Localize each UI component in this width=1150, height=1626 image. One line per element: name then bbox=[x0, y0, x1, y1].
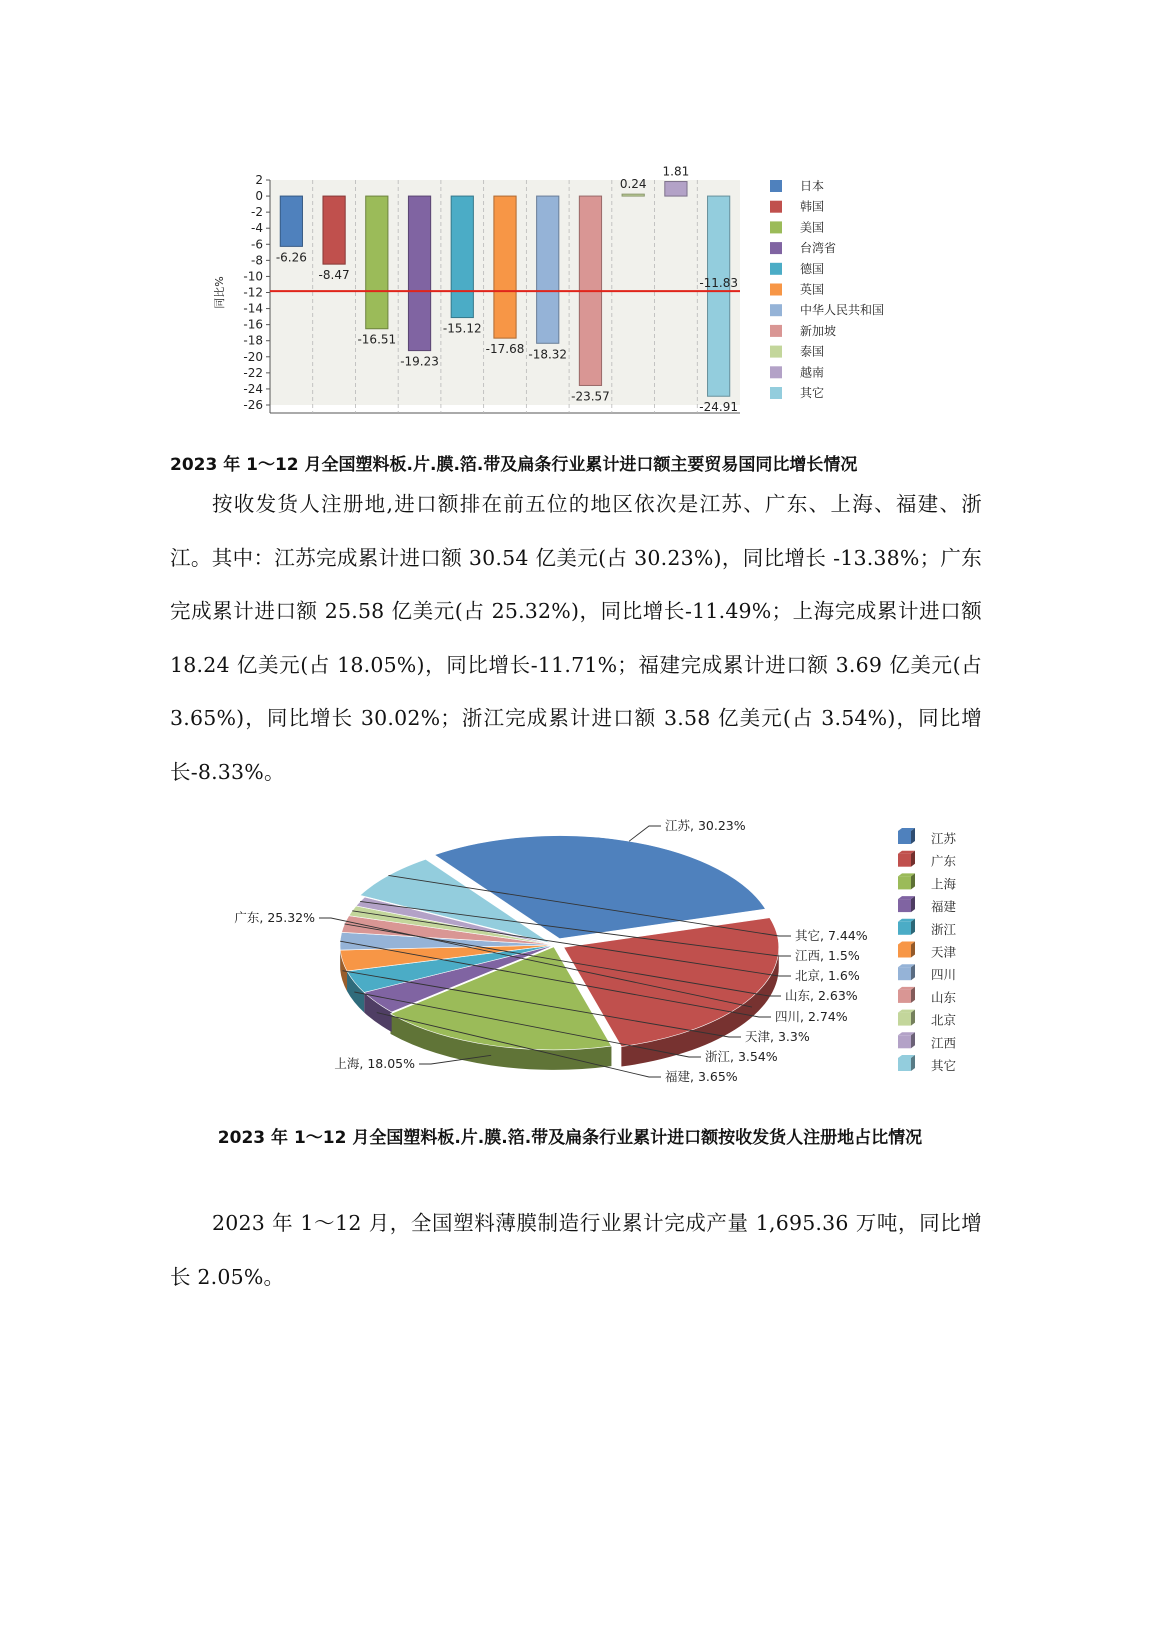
bar-data-label: -23.57 bbox=[571, 389, 610, 404]
legend-swatch bbox=[770, 263, 782, 275]
y-tick-label: -22 bbox=[243, 365, 263, 380]
paragraph-import-regions: 按收发货人注册地,进口额排在前五位的地区依次是江苏、广东、上海、福建、浙江。其中：江苏完成累计进口额 30.54 亿美元(占 30.23%)，同比增长 -13.38%；广东完成累计进口额 25.58 亿美元(占 25.32%)，同比增长-11.49%；上海完成累计进口额 18.24 亿美元(占 18.05%)，同比增长-11.71%；福建完成累计进口额 3.69 亿美元(占 3.65%)，同比增长 30.02%；浙江完成累计进口额 3.58 亿美元(占 3.54%)，同比增长-8.33%。 bbox=[170, 492, 982, 784]
y-tick-label: -14 bbox=[243, 301, 263, 316]
y-tick-label: -6 bbox=[251, 237, 263, 252]
y-tick-label: -18 bbox=[243, 333, 263, 348]
legend-swatch bbox=[770, 221, 782, 233]
legend-swatch bbox=[898, 899, 911, 912]
bar bbox=[323, 196, 345, 264]
bar-chart-caption: 2023 年 1～12 月全国塑料板.片.膜.箔.带及扁条行业累计进口额主要贸易国同比增长情况 bbox=[170, 455, 858, 475]
pie-data-label: 北京, 1.6% bbox=[795, 968, 860, 983]
pie-data-label: 天津, 3.3% bbox=[745, 1029, 810, 1044]
bar bbox=[408, 196, 430, 351]
legend-swatch bbox=[770, 325, 782, 337]
bar bbox=[665, 182, 687, 197]
legend-swatch bbox=[898, 854, 911, 867]
legend-swatch bbox=[770, 201, 782, 213]
legend-swatch bbox=[898, 831, 911, 844]
pie-leader-line bbox=[629, 826, 661, 841]
legend-label: 越南 bbox=[800, 365, 825, 380]
pie-data-label: 浙江, 3.54% bbox=[705, 1049, 778, 1064]
legend-label: 韩国 bbox=[800, 199, 825, 214]
legend-label: 上海 bbox=[931, 876, 957, 892]
legend-label: 德国 bbox=[800, 261, 825, 276]
legend-swatch bbox=[898, 1058, 911, 1071]
legend-label: 美国 bbox=[800, 220, 825, 235]
legend-label: 台湾省 bbox=[800, 241, 837, 256]
y-tick-label: -26 bbox=[243, 398, 263, 412]
pie-data-label: 江西, 1.5% bbox=[795, 948, 860, 963]
y-tick-label: -16 bbox=[243, 317, 263, 332]
legend-swatch bbox=[898, 922, 911, 935]
bar-data-label: -18.32 bbox=[528, 347, 568, 362]
legend-swatch bbox=[898, 876, 911, 889]
bar-data-label: 0.24 bbox=[619, 177, 647, 192]
legend-swatch bbox=[898, 1035, 911, 1048]
y-tick-label: -12 bbox=[243, 285, 263, 300]
pie-data-label: 山东, 2.63% bbox=[785, 988, 858, 1003]
legend-swatch bbox=[770, 284, 782, 296]
legend-swatch bbox=[898, 1013, 911, 1026]
bar-data-label: 1.81 bbox=[662, 164, 690, 179]
legend-label: 四川 bbox=[931, 967, 957, 983]
y-axis-label: 同比% bbox=[213, 276, 226, 309]
bar-chart bbox=[210, 160, 910, 420]
bar bbox=[451, 196, 473, 317]
legend-label: 其它 bbox=[931, 1058, 957, 1073]
y-tick-label: 0 bbox=[255, 189, 263, 204]
legend-swatch bbox=[898, 967, 911, 980]
legend-label: 福建 bbox=[931, 899, 957, 915]
bar-data-label: -24.91 bbox=[699, 400, 738, 415]
legend-label: 日本 bbox=[800, 179, 825, 193]
bar bbox=[494, 196, 516, 338]
bar-data-label: -17.68 bbox=[485, 342, 525, 357]
y-tick-label: 2 bbox=[255, 173, 263, 187]
legend-label: 英国 bbox=[800, 282, 825, 297]
legend-label: 浙江 bbox=[931, 921, 957, 937]
legend-label: 北京 bbox=[931, 1012, 957, 1028]
y-tick-label: -10 bbox=[243, 269, 263, 284]
legend-label: 中华人民共和国 bbox=[800, 303, 885, 318]
pie-chart bbox=[210, 810, 980, 1100]
pie-data-label: 福建, 3.65% bbox=[665, 1069, 738, 1084]
legend-swatch bbox=[770, 304, 782, 316]
pie-chart-caption: 2023 年 1～12 月全国塑料板.片.膜.箔.带及扁条行业累计进口额按收发货人注册地占比情况 bbox=[217, 1128, 923, 1148]
bar-data-label: -6.26 bbox=[275, 250, 307, 265]
pie-data-label: 广东, 25.32% bbox=[234, 910, 315, 925]
legend-label: 其它 bbox=[800, 386, 825, 400]
bar bbox=[280, 196, 302, 246]
y-tick-label: -24 bbox=[243, 381, 263, 396]
bar-data-label: -15.12 bbox=[442, 321, 482, 336]
bar bbox=[537, 196, 559, 343]
pie-data-label: 其它, 7.44% bbox=[795, 928, 868, 943]
legend-swatch bbox=[898, 990, 911, 1003]
y-tick-label: -2 bbox=[251, 205, 263, 220]
pie-data-label: 上海, 18.05% bbox=[334, 1056, 415, 1071]
bar-data-label: -8.47 bbox=[318, 268, 350, 283]
pie-data-label: 江苏, 30.23% bbox=[665, 818, 746, 833]
paragraph-film-output: 2023 年 1～12 月，全国塑料薄膜制造行业累计完成产量 1,695.36 万吨，同比增长 2.05%。 bbox=[170, 1211, 982, 1289]
bar bbox=[708, 196, 730, 396]
legend-label: 新加坡 bbox=[800, 323, 837, 338]
legend-swatch bbox=[770, 387, 782, 399]
legend-swatch bbox=[898, 945, 911, 958]
legend-swatch bbox=[770, 242, 782, 254]
legend-label: 天津 bbox=[931, 944, 957, 960]
bar-data-label: -16.51 bbox=[357, 332, 397, 347]
average-line-label: -11.83 bbox=[699, 276, 738, 291]
legend-label: 广东 bbox=[931, 853, 957, 869]
legend-swatch bbox=[770, 346, 782, 358]
y-tick-label: -8 bbox=[251, 253, 263, 268]
legend-label: 山东 bbox=[931, 989, 957, 1005]
legend-swatch bbox=[770, 366, 782, 378]
bar-data-label: -19.23 bbox=[400, 354, 439, 369]
y-tick-label: -4 bbox=[251, 221, 263, 236]
pie-data-label: 四川, 2.74% bbox=[775, 1009, 848, 1024]
legend-swatch bbox=[770, 180, 782, 192]
y-tick-label: -20 bbox=[243, 349, 263, 364]
legend-label: 泰国 bbox=[800, 344, 825, 359]
bar bbox=[366, 196, 388, 329]
legend-label: 江西 bbox=[931, 1035, 957, 1051]
bar bbox=[622, 194, 644, 196]
legend-label: 江苏 bbox=[931, 831, 957, 846]
